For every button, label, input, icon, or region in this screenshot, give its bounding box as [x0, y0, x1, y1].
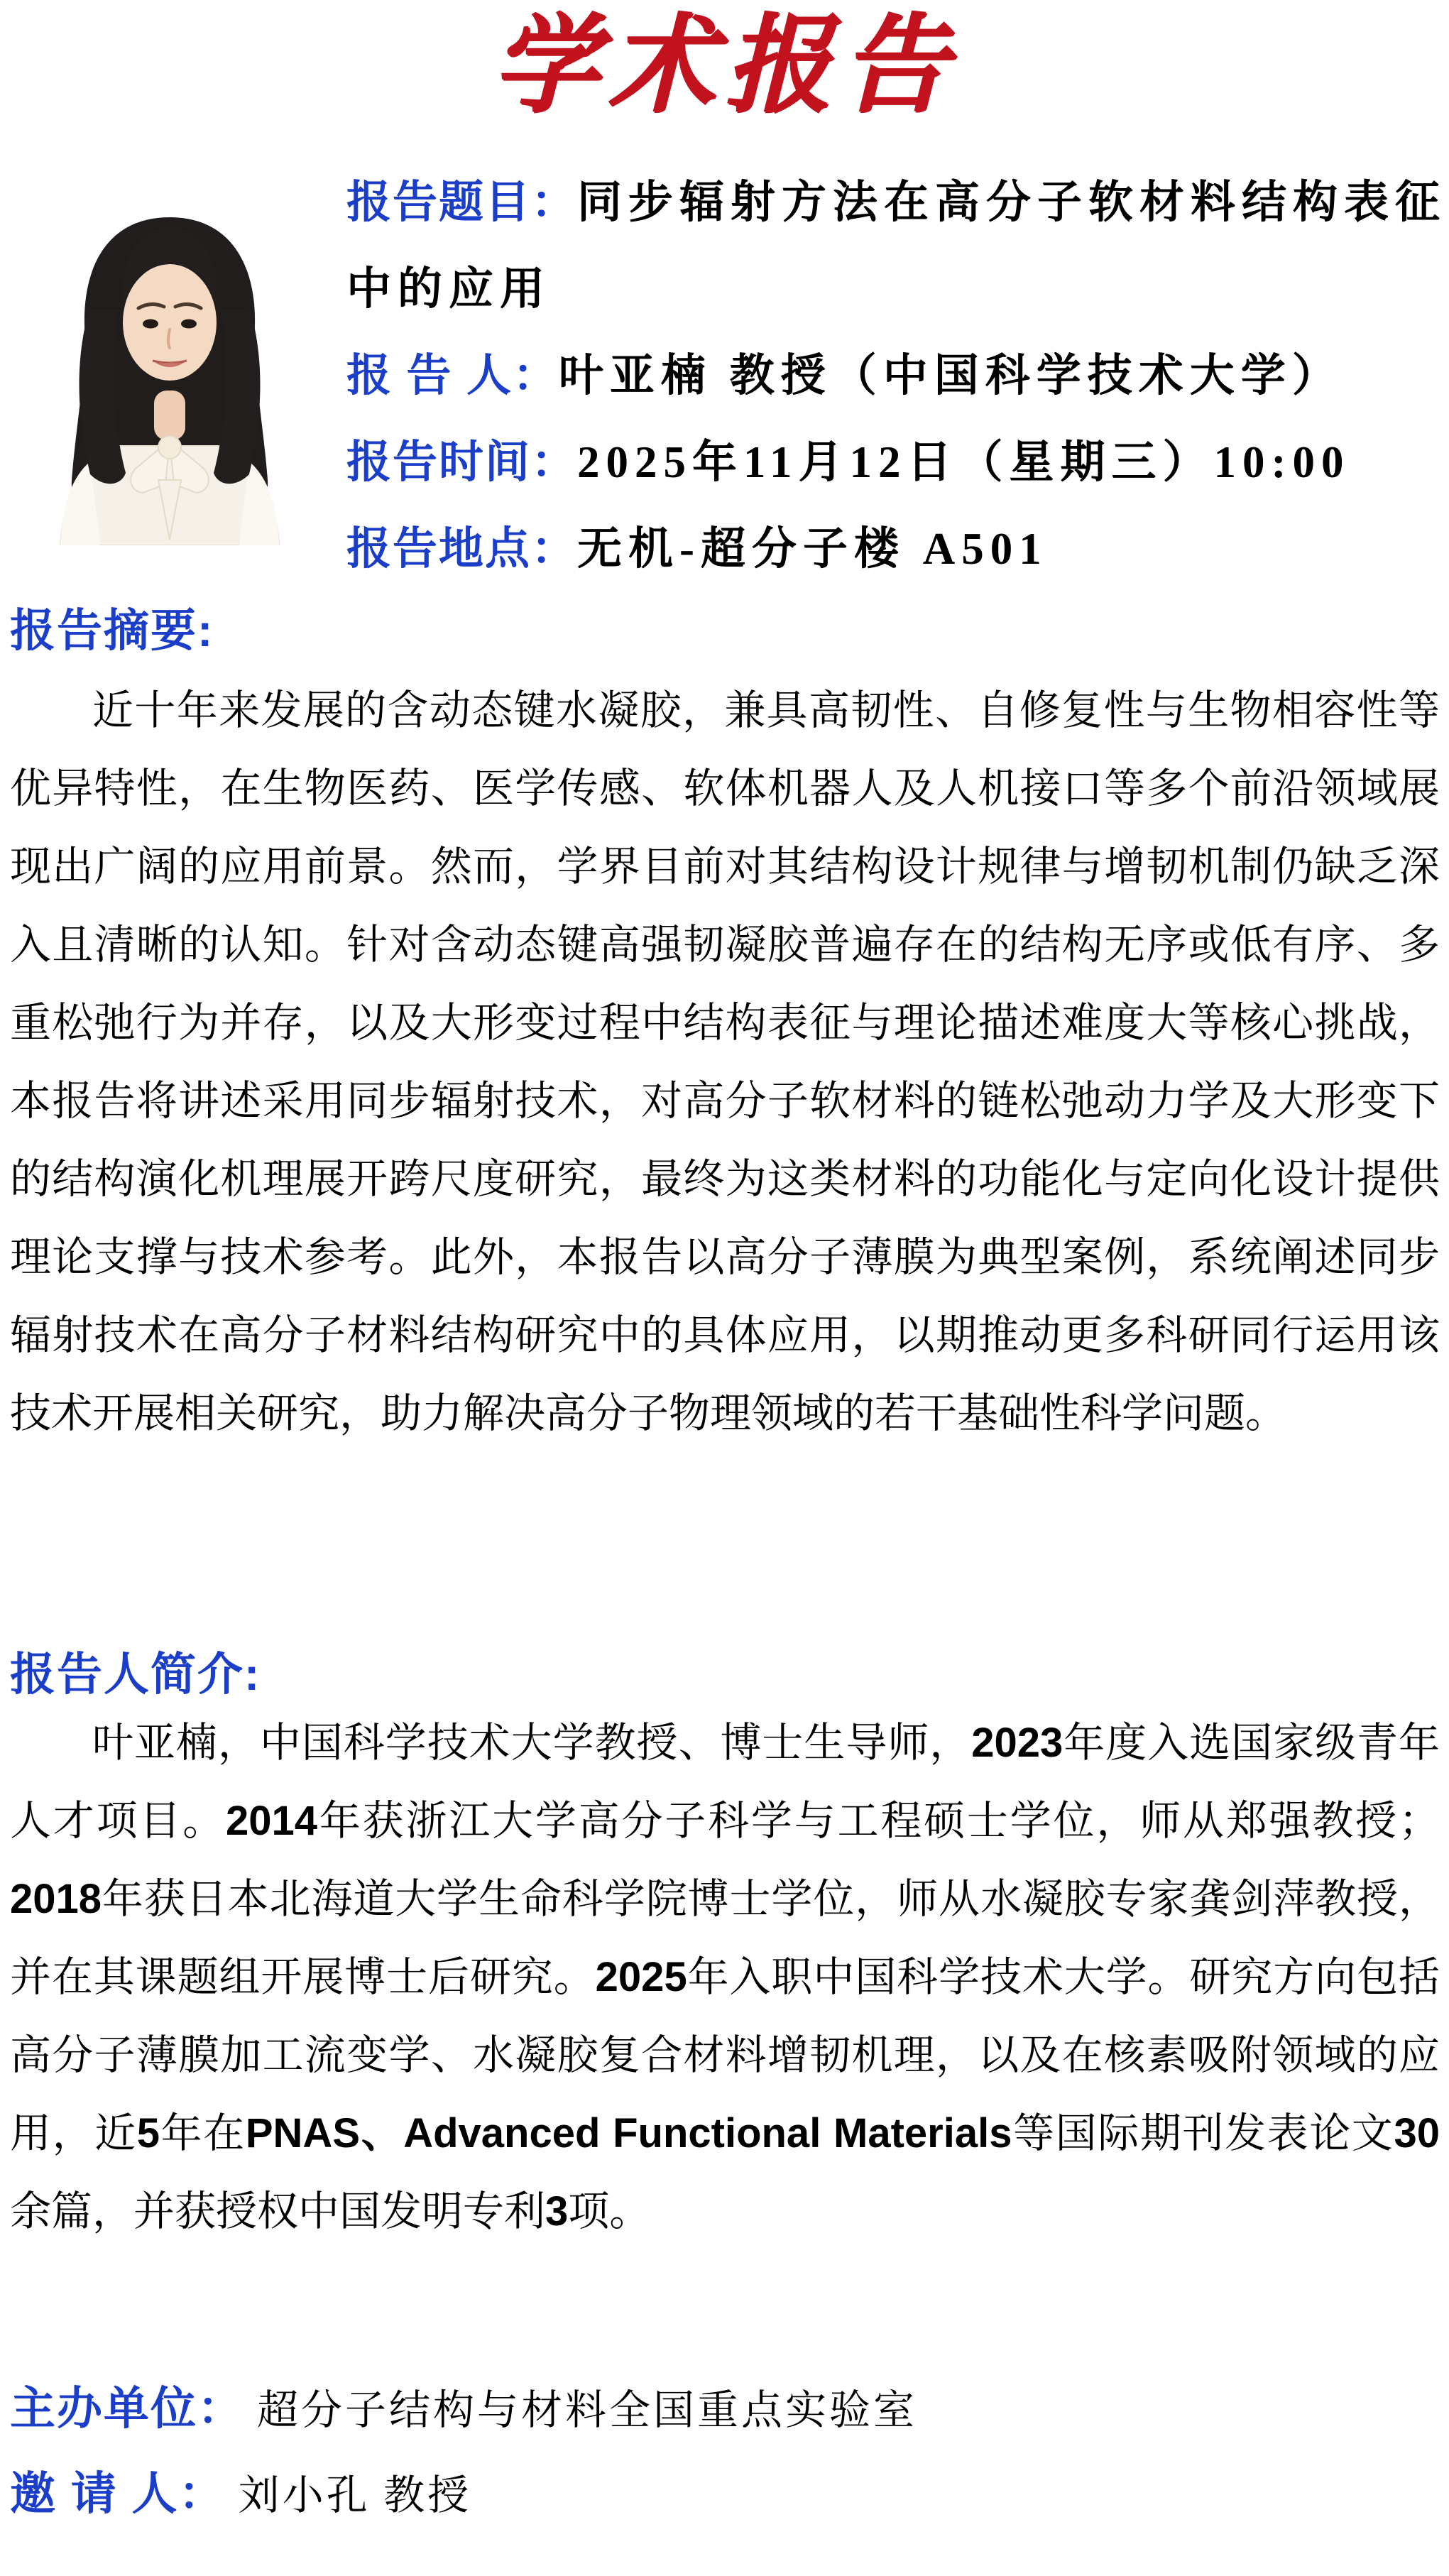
bio-text-run: 项。	[568, 2188, 651, 2234]
info-value-title: 同步辐射方法在高分子软材料结构表征中的应用	[346, 178, 1446, 314]
info-label-location: 报告地点：	[346, 524, 577, 574]
organizer-label: 主办单位：	[10, 2383, 244, 2434]
bio-bold-run: 2025	[595, 1954, 687, 2000]
inviter-label: 邀 请 人：	[10, 2468, 226, 2519]
abstract-heading: 报告摘要:	[10, 605, 214, 656]
organizer-value: 超分子结构与材料全国重点实验室	[257, 2387, 918, 2433]
bio-text-run: 年获日本北海道大学生命科学院博士学位，师从水凝胶专家龚剑萍教授，并在其课题组开展博士后研究。	[10, 1876, 1440, 2000]
speaker-photo	[39, 190, 300, 545]
inviter-row	[10, 2465, 1440, 2524]
bio-text-run: 余篇，并获授权中国发明专利	[10, 2188, 546, 2234]
info-section	[346, 159, 1448, 592]
bio-bold-run: 5	[136, 2110, 160, 2156]
info-value-time: 2025年11月12日（星期三）10:00	[577, 437, 1350, 487]
bio-bold-run: 2023	[971, 1720, 1063, 1766]
inviter-value: 刘小孔 教授	[238, 2472, 472, 2518]
bio-bold-run: 30	[1394, 2110, 1440, 2156]
speaker-photo-graphic	[39, 190, 300, 545]
bio-bold-run: PNAS、Advanced Functional Materials	[245, 2110, 1012, 2156]
bio-paragraph	[10, 1704, 1440, 2251]
info-row-location	[346, 506, 1448, 592]
bio-bold-run: 2018	[10, 1876, 102, 1922]
info-label-speaker: 报 告 人：	[346, 351, 559, 400]
bio-text-run: 叶亚楠，中国科学技术大学教授、博士生导师，	[92, 1720, 972, 1766]
info-row-speaker	[346, 332, 1448, 419]
bio-text-run: 年度入选国家级青年人才项目。	[10, 1720, 1440, 1844]
info-label-title: 报告题目：	[346, 178, 577, 227]
page-title: 学术报告	[491, 7, 958, 125]
info-row-title	[346, 159, 1448, 332]
bio-bold-run: 3	[545, 2188, 569, 2234]
bio-text-run: 年在	[160, 2110, 246, 2156]
bio-heading: 报告人简介:	[10, 1649, 261, 1700]
bio-bold-run: 2014	[226, 1798, 318, 1844]
info-label-time: 报告时间：	[346, 437, 577, 487]
bio-text-run: 年获浙江大学高分子科学与工程硕士学位，师从郑强教授；	[317, 1798, 1440, 1844]
info-row-time	[346, 419, 1448, 506]
abstract-paragraph: 近十年来发展的含动态键水凝胶，兼具高韧性、自修复性与生物相容性等优异特性，在生物医药、医学传感、软体机器人及人机接口等多个前沿领域展现出广阔的应用前景。然而，学界目前对其结构设计规律与增韧机制仍缺乏深入且清晰的认知。针对含动态键高强韧凝胶普遍存在的结构无序或低有序、多重松弛行为并存，以及大形变过程中结构表征与理论描述难度大等核心挑战，本报告将讲述采用同步辐射技术，对高分子软材料的链松弛动力学及大形变下的结构演化机理展开跨尺度研究，最终为这类材料的功能化与定向化设计提供理论支撑与技术参考。此外，本报告以高分子薄膜为典型案例，系统阐述同步辐射技术在高分子材料结构研究中的具体应用，以期推动更多科研同行运用该技术开展相关研究，助力解决高分子物理领域的若干基础性科学问题。	[10, 687, 1440, 1436]
info-value-speaker: 叶亚楠 教授（中国科学技术大学）	[559, 351, 1343, 400]
bio-text-run: 年入职中国科学技术大学。研究方向包括高分子薄膜加工流变学、水凝胶复合材料增韧机理，以及在核素吸附领域的应用，近	[10, 1954, 1440, 2156]
bio-text-run: 等国际期刊发表论文	[1012, 2110, 1394, 2156]
organizer-row	[10, 2380, 1440, 2439]
info-value-location: 无机-超分子楼 A501	[577, 524, 1048, 574]
